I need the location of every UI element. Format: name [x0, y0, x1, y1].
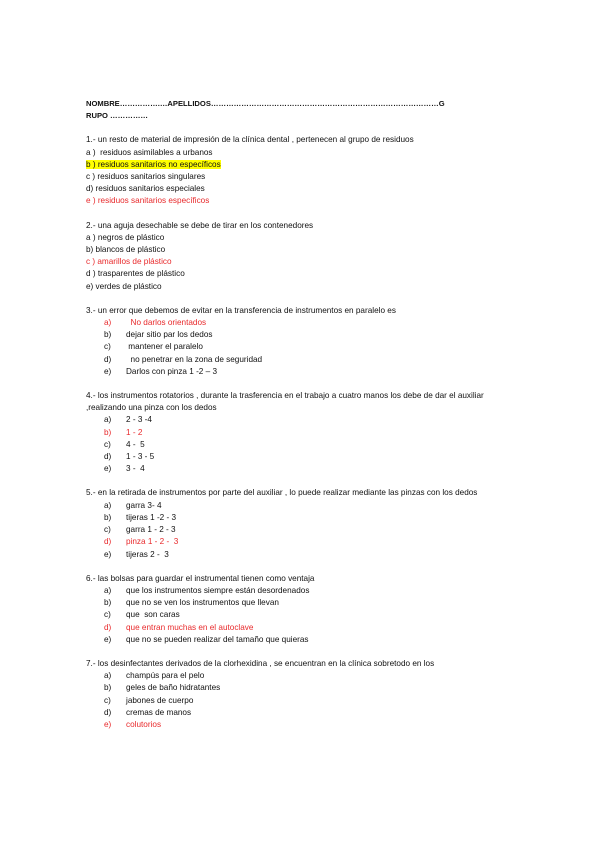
option-text: no penetrar en la zona de seguridad — [126, 354, 263, 364]
answer-option: a ) residuos asimilables a urbanos — [86, 147, 213, 157]
answer-option: d) residuos sanitarios especiales — [86, 184, 205, 194]
option-text: 3 - 4 — [126, 464, 145, 474]
document-body — [86, 98, 526, 731]
answer-option — [104, 500, 526, 512]
option-letter: a) — [104, 415, 112, 425]
answer-option — [104, 512, 526, 524]
option-text: 4 - 5 — [126, 439, 145, 449]
answer-option — [104, 341, 526, 353]
question-block — [86, 658, 526, 731]
option-text: champús para el pelo — [126, 671, 205, 681]
question-text: 3.- un error que debemos de evitar en la transferencia de instrumentos en paralelo es — [86, 305, 396, 315]
highlighted-answer: b ) residuos sanitarios no específicos — [86, 159, 221, 169]
option-letter: a) — [104, 585, 112, 595]
correct-answer — [104, 536, 526, 548]
answer-option — [104, 585, 526, 597]
option-letter: b) — [104, 330, 112, 340]
question-text: 4.- los instrumentos rotatorios , durante la trasferencia en el trabajo a cuatro manos los debe de dar el auxiliar ,realizando una pinza con los dedos — [86, 391, 484, 413]
answer-option: d ) trasparentes de plástico — [86, 269, 185, 279]
option-letter: e) — [104, 549, 112, 559]
question-text: 2.- una aguja desechable se debe de tirar en los contenedores — [86, 220, 314, 230]
option-letter: d) — [104, 452, 112, 462]
answer-option — [104, 707, 526, 719]
option-text: 2 - 3 -4 — [126, 415, 152, 425]
answer-option — [104, 451, 526, 463]
option-letter: b) — [104, 683, 112, 693]
answer-option — [104, 354, 526, 366]
question-text: 1.- un resto de material de impresión de la clínica dental , pertenecen al grupo de residuos — [86, 135, 414, 145]
question-block — [86, 573, 526, 646]
answer-option — [104, 549, 526, 561]
answer-option — [104, 695, 526, 707]
group-field-line: RUPO …………… — [86, 111, 149, 121]
option-letter: a) — [104, 671, 112, 681]
answer-option — [104, 524, 526, 536]
answer-option — [104, 609, 526, 621]
option-letter: a) — [104, 318, 112, 328]
option-text: jabones de cuerpo — [126, 695, 194, 705]
answer-option — [86, 159, 526, 171]
option-letter: b) — [104, 512, 112, 522]
option-text: que no se ven los instrumentos que llevan — [126, 598, 279, 608]
correct-answer: e ) residuos sanitarios específicos — [86, 196, 210, 206]
answer-option: e) verdes de plástico — [86, 281, 162, 291]
option-letter: c) — [104, 342, 111, 352]
question-text: 6.- las bolsas para guardar el instrumental tienen como ventaja — [86, 573, 315, 583]
option-text: Darlos con pinza 1 -2 – 3 — [126, 366, 218, 376]
questions-list — [86, 134, 526, 731]
answer-list — [86, 670, 526, 731]
option-letter: c) — [104, 439, 111, 449]
question-block — [86, 305, 526, 378]
question-text: 5.- en la retirada de instrumentos por parte del auxiliar , lo puede realizar mediante las pinzas con los dedos — [86, 488, 478, 498]
option-text: cremas de manos — [126, 707, 192, 717]
answer-option — [104, 414, 526, 426]
option-text: 1 - 2 — [126, 427, 143, 437]
option-letter: a) — [104, 500, 112, 510]
option-text: tijeras 2 - 3 — [126, 549, 169, 559]
option-letter: e) — [104, 634, 112, 644]
option-text: colutorios — [126, 719, 162, 729]
question-block — [86, 134, 526, 207]
correct-answer — [104, 317, 526, 329]
option-letter: d) — [104, 537, 112, 547]
answer-option: c ) residuos sanitarios singulares — [86, 172, 206, 182]
option-text: geles de baño hidratantes — [126, 683, 221, 693]
answer-option — [104, 634, 526, 646]
option-text: garra 1 - 2 - 3 — [126, 525, 176, 535]
option-letter: b) — [104, 598, 112, 608]
option-letter: e) — [104, 464, 112, 474]
answer-list — [86, 585, 526, 646]
option-text: mantener el paralelo — [126, 342, 203, 352]
option-text: No darlos orientados — [126, 318, 207, 328]
option-letter: d) — [104, 622, 112, 632]
answer-option — [104, 670, 526, 682]
answer-list — [86, 317, 526, 378]
option-text: tijeras 1 -2 - 3 — [126, 512, 177, 522]
option-letter: d) — [104, 354, 112, 364]
option-letter: e) — [104, 719, 112, 729]
option-letter: e) — [104, 366, 112, 376]
option-letter: c) — [104, 695, 111, 705]
answer-option — [104, 329, 526, 341]
option-text: que los instrumentos siempre están desordenados — [126, 585, 310, 595]
answer-list — [86, 414, 526, 475]
answer-option: b) blancos de plástico — [86, 245, 166, 255]
question-block — [86, 220, 526, 293]
question-text: 7.- los desinfectantes derivados de la clorhexidina , se encuentran en la clínica sobretodo en los — [86, 658, 435, 668]
name-field-line: NOMBRE…………….…APELLIDOS………………………………………………………………………………G — [86, 99, 445, 108]
answer-option — [104, 439, 526, 451]
option-text: que no se pueden realizar del tamaño que quieras — [126, 634, 309, 644]
option-text: que entran muchas en el autoclave — [126, 622, 254, 632]
option-text: que son caras — [126, 610, 180, 620]
option-text: 1 - 3 - 5 — [126, 452, 155, 462]
option-text: pinza 1 - 2 - 3 — [126, 537, 179, 547]
correct-answer — [104, 719, 526, 731]
answer-list — [86, 500, 526, 561]
answer-option — [104, 682, 526, 694]
answer-option — [104, 366, 526, 378]
option-letter: c) — [104, 610, 111, 620]
option-text: garra 3- 4 — [126, 500, 162, 510]
question-block — [86, 487, 526, 560]
option-letter: b) — [104, 427, 112, 437]
option-letter: c) — [104, 525, 111, 535]
option-text: dejar sitio par los dedos — [126, 330, 213, 340]
answer-option — [104, 463, 526, 475]
correct-answer: c ) amarillos de plástico — [86, 257, 172, 267]
answer-option — [104, 597, 526, 609]
answer-option: a ) negros de plástico — [86, 232, 165, 242]
question-block — [86, 390, 526, 475]
correct-answer — [104, 622, 526, 634]
option-letter: d) — [104, 707, 112, 717]
correct-answer — [104, 427, 526, 439]
